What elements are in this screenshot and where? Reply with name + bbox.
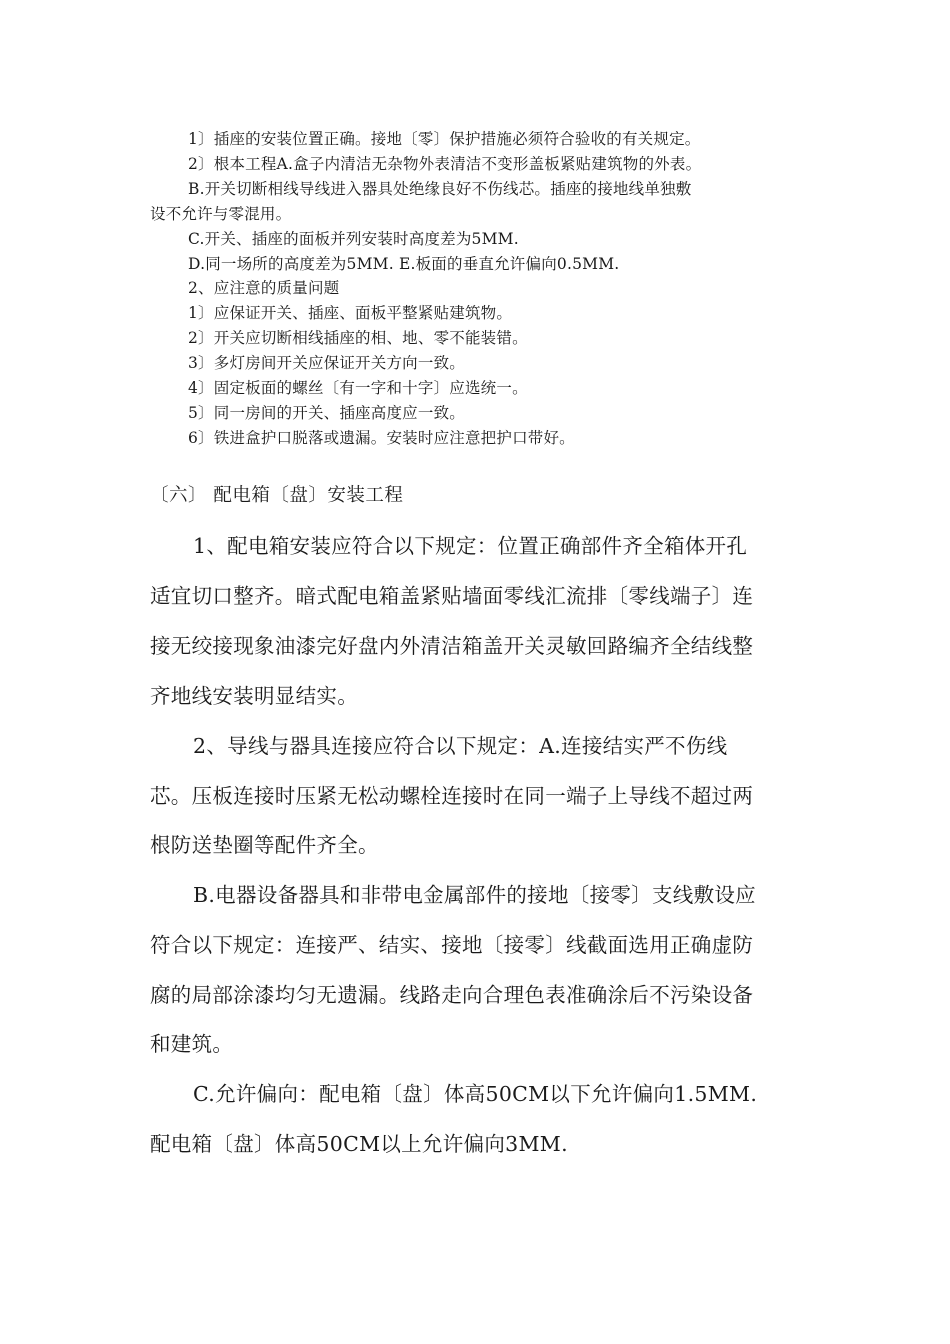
text-line: 2〕开关应切断相线插座的相、地、零不能装错。 [188,329,528,347]
text-line: 设不允许与零混用。 [150,205,292,223]
text-line: 4〕固定板面的螺丝〔有一字和十字〕应选统一。 [188,379,528,397]
paragraph-line: 2、导线与器具连接应符合以下规定：A.连接结实严不伤线 [193,734,728,758]
paragraph-line: 芯。压板连接时压紧无松动螺栓连接时在同一端子上导线不超过两 [150,784,754,808]
section-heading: 〔六〕 配电箱〔盘〕安装工程 [150,485,404,506]
paragraph-line: B.电器设备器具和非带电金属部件的接地〔接零〕支线敷设应 [193,883,756,907]
text-line: 1〕插座的安装位置正确。接地〔零〕保护措施必须符合验收的有关规定。 [188,130,701,148]
text-line: D.同一场所的高度差为5MM. E.板面的垂直允许偏向0.5MM. [188,255,620,273]
text-line: 1〕应保证开关、插座、面板平整紧贴建筑物。 [188,304,513,322]
text-line: 2〕根本工程A.盒子内清洁无杂物外表清洁不变形盖板紧贴建筑物的外表。 [188,155,702,173]
paragraph-line: 齐地线安装明显结实。 [150,684,358,708]
paragraph-line: 符合以下规定：连接严、结实、接地〔接零〕线截面选用正确虚防 [150,933,754,957]
paragraph-line: 配电箱〔盘〕体高50CM以上允许偏向3MM. [150,1132,568,1156]
paragraph-line: 和建筑。 [150,1032,234,1056]
text-line: C.开关、插座的面板并列安装时高度差为5MM. [188,230,519,248]
text-line: 6〕铁进盒护口脱落或遗漏。安装时应注意把护口带好。 [188,429,575,447]
subsection-title: 2、应注意的质量问题 [188,279,340,297]
text-line: 3〕多灯房间开关应保证开关方向一致。 [188,354,465,372]
paragraph-line: 1、配电箱安装应符合以下规定：位置正确部件齐全箱体开孔 [193,534,748,558]
text-line: 5〕同一房间的开关、插座高度应一致。 [188,404,465,422]
paragraph-line: 腐的局部涂漆均匀无遗漏。线路走向合理色表准确涂后不污染设备 [150,983,754,1007]
paragraph-line: 根防送垫圈等配件齐全。 [150,833,379,857]
paragraph-line: 适宜切口整齐。暗式配电箱盖紧贴墙面零线汇流排〔零线端子〕连 [150,584,754,608]
paragraph-line: C.允许偏向：配电箱〔盘〕体高50CM以下允许偏向1.5MM. [193,1082,758,1106]
paragraph-line: 接无绞接现象油漆完好盘内外清洁箱盖开关灵敏回路编齐全结线整 [150,634,754,658]
text-line: B.开关切断相线导线进入器具处绝缘良好不伤线芯。插座的接地线单独敷 [188,180,692,198]
